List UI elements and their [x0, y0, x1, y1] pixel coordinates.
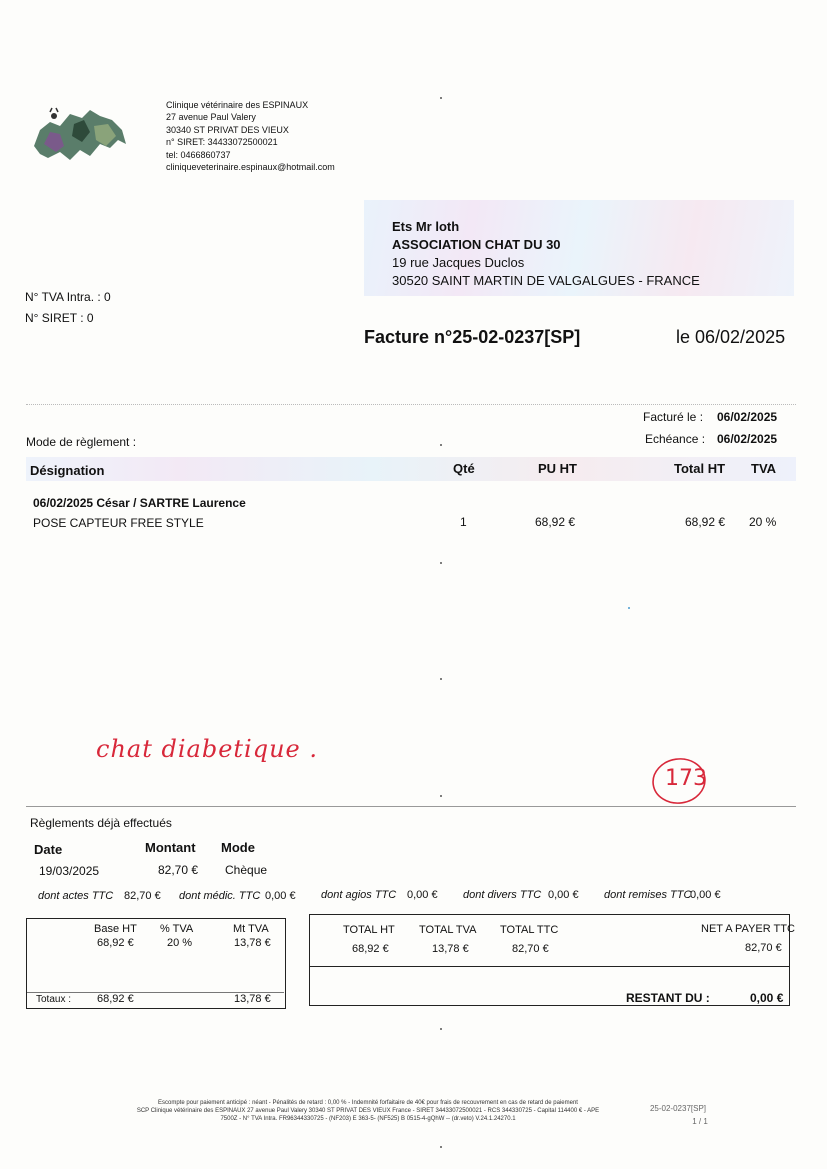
line-group-header: 06/02/2025 César / SARTRE Laurence — [33, 496, 246, 510]
footer-invoice-ref: 25-02-0237[SP] — [649, 1104, 707, 1113]
totals-box — [309, 914, 790, 967]
client-siret: N° SIRET : 0 — [25, 311, 94, 325]
separator — [26, 806, 796, 807]
payments-col-mode: Mode — [221, 840, 255, 855]
client-address-box — [364, 200, 794, 296]
payment-mode-label: Mode de règlement : — [26, 435, 137, 449]
total-ht: 68,92 € — [352, 943, 389, 955]
due-value: 06/02/2025 — [717, 432, 778, 446]
totals-col-net: NET A PAYER TTC — [701, 923, 795, 935]
scan-dot — [440, 795, 442, 797]
tva-amount: 13,78 € — [234, 937, 271, 949]
remaining-value: 0,00 € — [750, 991, 784, 1005]
tva-rate: 20 % — [167, 937, 193, 949]
footer-page-number: 1 / 1 — [692, 1117, 708, 1126]
totals-col-ttc: TOTAL TTC — [500, 924, 559, 936]
net-to-pay: 82,70 € — [745, 942, 782, 954]
line-unit-price: 68,92 € — [535, 515, 576, 529]
client-org: ASSOCIATION CHAT DU 30 — [392, 237, 561, 252]
payments-col-amount: Montant — [145, 840, 196, 855]
scan-dot — [440, 1146, 442, 1148]
footer-line: 7500Z - N° TVA Intra. FR96344330725 - (NF203) E 363-5- (NF525) B 0515-4-gQhW -- (dr.veto) V.24.1.24270.1 — [220, 1116, 516, 1122]
payments-title: Règlements déjà effectués — [30, 816, 172, 830]
totals-col-tva: TOTAL TVA — [419, 924, 477, 936]
col-qty: Qté — [453, 461, 475, 476]
scan-dot — [440, 97, 442, 99]
line-tva: 20 % — [749, 515, 777, 529]
circled-number-text: 173 — [665, 766, 707, 791]
clinic-address — [166, 99, 335, 173]
col-tva: TVA — [751, 461, 777, 476]
breakdown-value: 0,00 € — [407, 889, 438, 901]
footer-line: SCP Clinique vétérinaire des ESPINAUX 27 avenue Paul Valery 30340 ST PRIVAT DES VIEUX France - SIRET 34433072500021 - RCS 344330725 - Capital 114400 € - APE — [136, 1108, 600, 1114]
clinic-city: 30340 ST PRIVAT DES VIEUX — [166, 124, 289, 135]
payment-mode: Chèque — [225, 863, 268, 877]
invoice-date: le 06/02/2025 — [676, 327, 786, 347]
clinic-phone: tel: 0466860737 — [166, 149, 231, 160]
tva-col-amount: Mt TVA — [233, 923, 269, 935]
tva-totals-base: 68,92 € — [97, 993, 134, 1005]
client-city: 30520 SAINT MARTIN DE VALGALGUES - FRANCE — [392, 273, 700, 288]
client-tva: N° TVA Intra. : 0 — [25, 290, 111, 304]
clinic-siret: n° SIRET: 34433072500021 — [166, 137, 278, 148]
tva-col-base: Base HT — [94, 923, 137, 935]
payment-amount: 82,70 € — [158, 863, 199, 877]
remaining-label: RESTANT DU : — [626, 991, 710, 1005]
breakdown-label: dont divers TTC — [463, 889, 542, 901]
breakdown-label: dont agios TTC — [321, 889, 397, 901]
tva-totals-amount: 13,78 € — [234, 993, 271, 1005]
clinic-street: 27 avenue Paul Valery — [166, 112, 256, 123]
handwritten-note: chat diabetique . — [96, 735, 318, 763]
breakdown-value: 0,00 € — [265, 890, 296, 902]
totals-col-ht: TOTAL HT — [343, 924, 395, 936]
footer-line: Escompte pour paiement anticipé : néant - Pénalités de retard : 0,00 % - Indemnité forfaitaire de 40€ pour frais de recouvrement en cas de retard de paiement — [158, 1100, 578, 1106]
due-label: Echéance : — [645, 432, 706, 446]
breakdown-value: 0,00 € — [690, 889, 721, 901]
breakdown-label: dont actes TTC — [38, 890, 114, 902]
tva-col-rate: % TVA — [160, 923, 194, 935]
scan-dot — [440, 562, 442, 564]
breakdown-label: dont remises TTC — [604, 889, 692, 901]
payments-col-date: Date — [34, 842, 63, 857]
col-designation: Désignation — [30, 463, 105, 478]
billed-value: 06/02/2025 — [717, 410, 778, 424]
line-designation: POSE CAPTEUR FREE STYLE — [33, 516, 204, 530]
breakdown-value: 82,70 € — [124, 890, 161, 902]
total-tva: 13,78 € — [432, 943, 469, 955]
footer-legal — [108, 1099, 628, 1123]
breakdown-value: 0,00 € — [548, 889, 579, 901]
tva-totals-label: Totaux : — [36, 994, 72, 1005]
client-name: Ets Mr loth — [392, 219, 460, 234]
scan-dot — [628, 607, 630, 609]
remaining-box — [309, 965, 790, 1006]
scan-dot — [440, 1028, 442, 1030]
breakdown-label: dont médic. TTC — [179, 890, 261, 902]
total-ttc: 82,70 € — [512, 943, 549, 955]
col-unit-price: PU HT — [538, 461, 577, 476]
clinic-email: cliniqueveterinaire.espinaux@hotmail.com — [166, 162, 335, 173]
line-total-ht: 68,92 € — [685, 515, 726, 529]
scan-dot — [440, 678, 442, 680]
line-qty: 1 — [460, 515, 467, 529]
scan-dot — [440, 444, 442, 446]
clinic-name: Clinique vétérinaire des ESPINAUX — [166, 100, 309, 110]
tva-base: 68,92 € — [97, 937, 134, 949]
separator — [26, 404, 796, 405]
billed-label: Facturé le : — [643, 410, 704, 424]
invoice-title: Facture n°25-02-0237[SP] — [364, 327, 581, 347]
payment-date: 19/03/2025 — [39, 864, 100, 878]
client-street: 19 rue Jacques Duclos — [392, 255, 525, 270]
col-total-ht: Total HT — [674, 461, 726, 476]
clinic-logo — [30, 104, 128, 166]
